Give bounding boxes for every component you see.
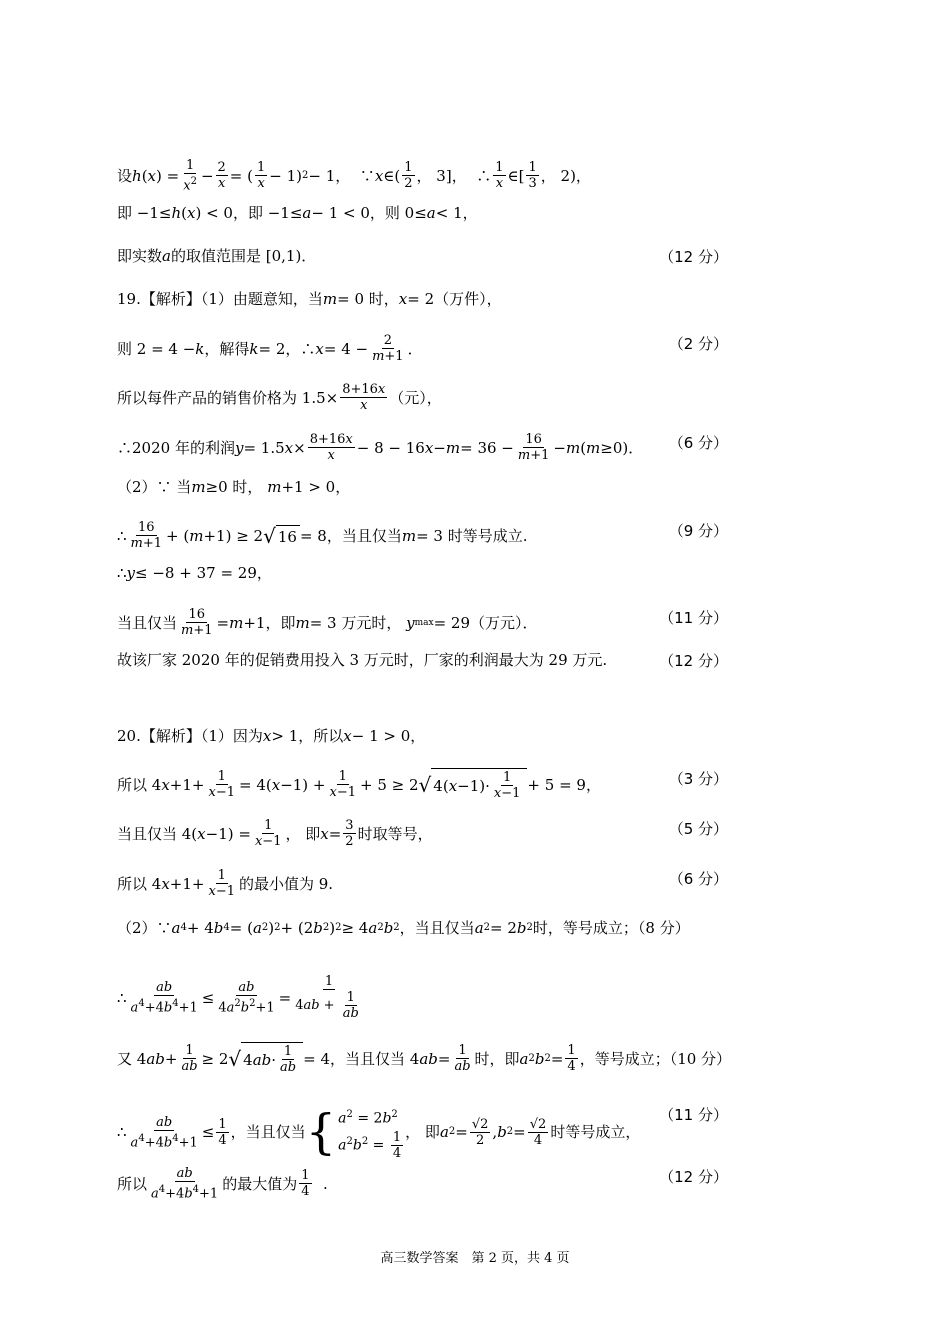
score-16: （6 分） — [668, 870, 728, 888]
line-1: 设 h ( x ) = $\frac{1}{x^2}$ − $\frac{2}{x}$ = ( $\frac{1}{x}$ − 1) 2 − 1， ∵ x ∈( $\frac{1}{2}$ ， 3]， ∴ $\frac{1}{x}$ ∈[ $\frac{1}{3}$ ， 2)， — [117, 158, 591, 194]
line-15: 当且仅当 4( x −1) = $\frac{1}{x-1}$ ， 即 x = $\frac{3}{2}$ 时取等号， — [117, 818, 433, 849]
line-10: ∴ y ≤ −8 + 37 = 29， — [117, 564, 272, 582]
line-18: ∴ $\frac{ab}{a^4+4b^4+1}$ ≤ $\frac{ab}{4a^2b^2+1}$ = 1 4ab + $\frac{1}{ab}$ — [117, 974, 359, 1021]
line-13: 20.【解析】（1）因为 x > 1，所以 x − 1 > 0， — [117, 727, 426, 745]
score-20: （11 分） — [659, 1106, 728, 1124]
line-20: ∴ $\frac{ab}{a^4+4b^4+1}$ ≤ $\frac{1}{4}$ ，当且仅当 { $a^2 = 2b^2$ $a^2b^2$ = $\frac{1}{4}$ ， 即 a 2 = $\frac{√2}{2}$ , b 2 = $\frac{√2}{4}$ 时等号成立， — [117, 1104, 641, 1161]
line-4: 19.【解析】（1）由题意知，当 m = 0 时， x = 2（万件）， — [117, 290, 502, 308]
score-15: （5 分） — [668, 820, 728, 838]
score-21: （12 分） — [659, 1168, 728, 1186]
score-9: （9 分） — [668, 522, 728, 540]
line-9: ∴ $\frac{16}{m+1}$ + ( m +1) ≥ 2 √ 16 = 8，当且仅当 m = 3 时等号成立. — [117, 520, 528, 551]
line-14: 所以 4 x +1+ $\frac{1}{x-1}$ = 4( x −1) + $\frac{1}{x-1}$ + 5 ≥ 2 √ 4( x −1)· $\frac{1}{x-1}$ + 5 = 9， — [117, 769, 601, 801]
score-14: （3 分） — [668, 770, 728, 788]
line-7: ∴2020 年的利润 y = 1.5 x × $\frac{8+16x}{x}$ − 8 − 16 x − m = 36 − $\frac{16}{m+1}$ − m ( m ≥0)． — [117, 432, 644, 463]
line-12: 故该厂家 2020 年的促销费用投入 3 万元时，厂家的利润最大为 29 万元. — [117, 651, 608, 669]
score-7: （6 分） — [668, 434, 728, 452]
line-6: 所以每件产品的销售价格为 1.5× $\frac{8+16x}{x}$ （元）， — [117, 382, 442, 413]
line-21: 所以 $\frac{ab}{a^4+4b^4+1}$ 的最大值为 $\frac{1}{4}$ . — [117, 1166, 328, 1202]
line-19: 又 4 ab + $\frac{1}{ab}$ ≥ 2 √ 4 ab · $\frac{1}{ab}$ = 4，当且仅当 4 ab = $\frac{1}{ab}$ 时，即 a 2 b 2 = $\frac{1}{4}$ ，等号成立；（10 分） — [117, 1043, 732, 1075]
line-3: 即实数 a 的取值范围是 [0,1)． — [117, 247, 317, 265]
line-8: （2）∵ 当 m ≥0 时， m +1 > 0， — [117, 478, 351, 496]
score-11: （11 分） — [659, 609, 728, 627]
line-17: （2）∵ a 4 + 4 b 4 = ( a 2 ) 2 + (2 b 2 ) 2 ≥ 4 a 2 b 2 ，当且仅当 a 2 = 2 b 2 时，等号成立；（8 分） — [117, 919, 690, 937]
line-11: 当且仅当 $\frac{16}{m+1}$ = m +1，即 m = 3 万元时， y max = 29（万元）． — [117, 607, 538, 638]
line-5: 则 2 = 4 − k ，解得 k = 2，∴ x = 4 − $\frac{2}{m+1}$ ． — [117, 333, 423, 364]
score-5: （2 分） — [668, 335, 728, 353]
line-2: 即 −1≤ h ( x ) < 0，即 −1≤ a − 1 < 0，则 0≤ a < 1， — [117, 204, 478, 222]
page-footer: 高三数学答案 第 2 页，共 4 页 — [380, 1251, 570, 1266]
line-16: 所以 4 x +1+ $\frac{1}{x-1}$ 的最小值为 9. — [117, 868, 334, 899]
score-12: （12 分） — [659, 652, 728, 670]
score-3: （12 分） — [659, 248, 728, 266]
